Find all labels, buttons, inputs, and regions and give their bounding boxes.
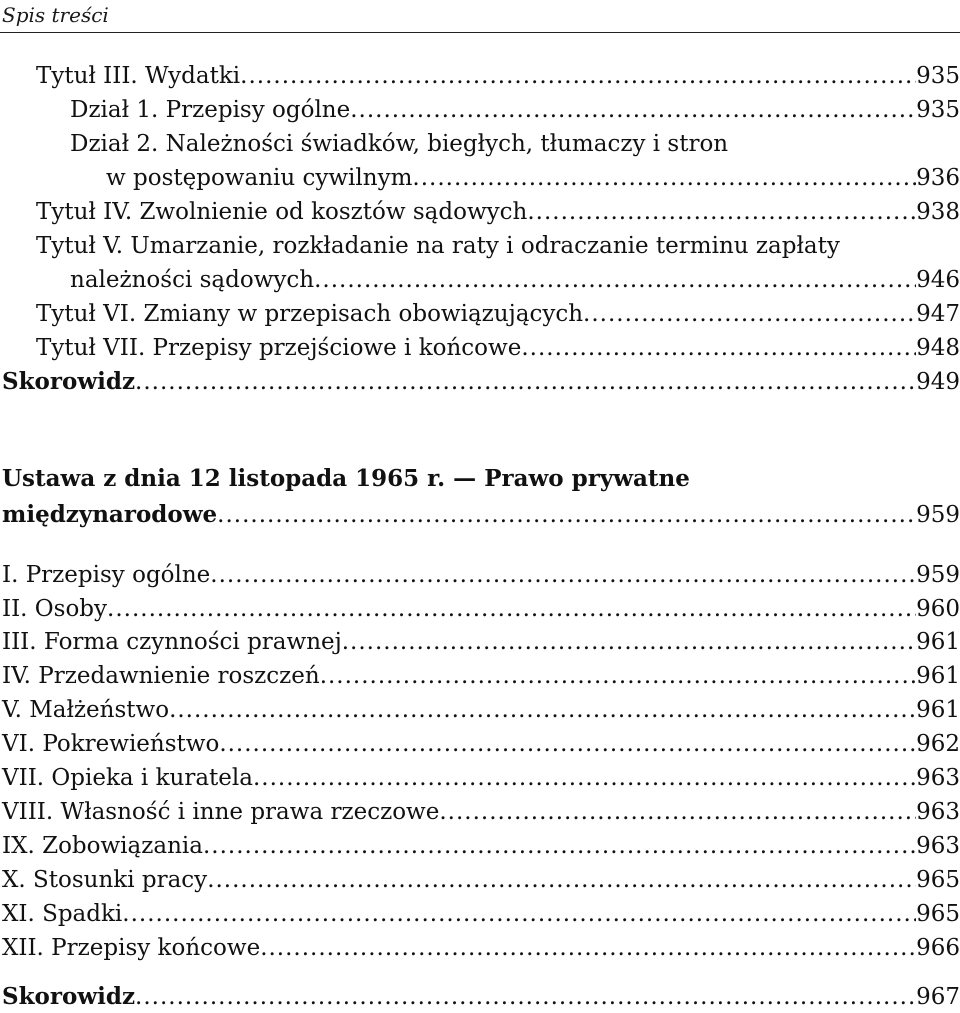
toc-entry-page: 960 <box>916 596 960 622</box>
toc-entry-page: 962 <box>916 731 960 757</box>
toc-entry-xi[interactable] <box>2 899 960 929</box>
toc-entry-page: 959 <box>916 562 960 588</box>
toc-section-heading-line-1: Ustawa z dnia 12 listopada 1965 r. — Prawo prywatne <box>2 465 690 492</box>
dot-leader <box>122 899 916 929</box>
toc-entry-dzial-2-line-1: Dział 2. Należności świadków, biegłych, tłumaczy i stron <box>70 131 729 157</box>
dot-leader <box>439 797 916 827</box>
toc-entry-label: w postępowaniu cywilnym <box>106 165 413 191</box>
dot-leader <box>583 299 916 329</box>
toc-entry-page: 961 <box>916 629 960 655</box>
toc-entry-dzial-2[interactable] <box>106 163 960 193</box>
dot-leader <box>260 933 916 963</box>
toc-entry-page: 948 <box>916 335 960 361</box>
dot-leader <box>350 95 916 125</box>
toc-entry-page: 966 <box>916 935 960 961</box>
dot-leader <box>217 500 916 530</box>
toc-entry-label: Skorowidz <box>2 983 136 1010</box>
toc-entry-page: 949 <box>916 369 960 395</box>
toc-entry-vi[interactable] <box>2 729 960 759</box>
toc-entry-label: VIII. Własność i inne prawa rzeczowe <box>2 799 440 825</box>
toc-entry-tytul-iv[interactable] <box>36 197 960 227</box>
toc-entry-label: Tytuł IV. Zwolnienie od kosztów sądowych <box>36 199 528 225</box>
toc-entry-dzial-1[interactable] <box>70 95 960 125</box>
dot-leader <box>342 627 916 657</box>
toc-entry-page: 961 <box>916 663 960 689</box>
toc-entry-skorowidz-2[interactable] <box>2 982 960 1012</box>
dot-leader <box>203 831 916 861</box>
dot-leader <box>521 333 916 363</box>
toc-entry-xii[interactable] <box>2 933 960 963</box>
toc-entry-page: 961 <box>916 697 960 723</box>
toc-entry-page: 936 <box>916 165 960 191</box>
toc-entry-label: międzynarodowe <box>2 501 218 528</box>
toc-entry-label: VI. Pokrewieństwo <box>2 731 220 757</box>
toc-entry-ustawa[interactable] <box>2 500 960 530</box>
toc-entry-page: 967 <box>916 984 960 1010</box>
toc-entry-page: 965 <box>916 867 960 893</box>
dot-leader <box>210 560 916 590</box>
toc-entry-label: III. Forma czynności prawnej <box>2 629 342 655</box>
dot-leader <box>320 661 916 691</box>
toc-entry-vii[interactable] <box>2 763 960 793</box>
toc-entry-label: Tytuł VI. Zmiany w przepisach obowiązujących <box>36 301 584 327</box>
dot-leader <box>527 197 916 227</box>
dot-leader <box>253 763 916 793</box>
toc-entry-label: V. Małżeństwo <box>2 697 170 723</box>
toc-entry-label: IV. Przedawnienie roszczeń <box>2 663 320 689</box>
toc-entry-label: VII. Opieka i kuratela <box>2 765 253 791</box>
toc-entry-label: Skorowidz <box>2 368 136 395</box>
toc-entry-x[interactable] <box>2 865 960 895</box>
toc-entry-v[interactable] <box>2 695 960 725</box>
toc-entry-page: 965 <box>916 901 960 927</box>
toc-entry-skorowidz-1[interactable] <box>2 367 960 397</box>
toc-entry-tytul-vi[interactable] <box>36 299 960 329</box>
toc-entry-tytul-iii[interactable] <box>36 61 960 91</box>
toc-entry-label: I. Przepisy ogólne <box>2 562 211 588</box>
toc-entry-ii[interactable] <box>2 594 960 624</box>
toc-entry-tytul-v[interactable] <box>70 265 960 295</box>
toc-entry-label: Tytuł III. Wydatki <box>36 63 241 89</box>
toc-entry-label: XII. Przepisy końcowe <box>2 935 261 961</box>
toc-entry-viii[interactable] <box>2 797 960 827</box>
running-head: Spis treści <box>2 3 109 27</box>
dot-leader <box>107 594 916 624</box>
dot-leader <box>314 265 916 295</box>
toc-entry-page: 938 <box>916 199 960 225</box>
header-rule <box>0 32 960 33</box>
dot-leader <box>169 695 916 725</box>
toc-entry-page: 959 <box>916 502 960 528</box>
toc-entry-page: 935 <box>916 63 960 89</box>
toc-entry-i[interactable] <box>2 560 960 590</box>
toc-entry-page: 963 <box>916 765 960 791</box>
toc-entry-iv[interactable] <box>2 661 960 691</box>
toc-entry-iii[interactable] <box>2 627 960 657</box>
toc-entry-label: Dział 1. Przepisy ogólne <box>70 97 351 123</box>
toc-entry-label: należności sądowych <box>70 267 315 293</box>
toc-entry-page: 947 <box>916 301 960 327</box>
dot-leader <box>240 61 916 91</box>
toc-entry-page: 963 <box>916 833 960 859</box>
toc-entry-label: XI. Spadki <box>2 901 123 927</box>
toc-entry-label: II. Osoby <box>2 596 108 622</box>
toc-entry-tytul-vii[interactable] <box>36 333 960 363</box>
toc-entry-label: IX. Zobowiązania <box>2 833 203 859</box>
toc-entry-tytul-v-line-1: Tytuł V. Umarzanie, rozkładanie na raty i odraczanie terminu zapłaty <box>36 233 840 259</box>
toc-entry-page: 963 <box>916 799 960 825</box>
dot-leader <box>135 982 916 1012</box>
toc-entry-ix[interactable] <box>2 831 960 861</box>
toc-entry-page: 935 <box>916 97 960 123</box>
dot-leader <box>207 865 916 895</box>
toc-entry-label: Tytuł VII. Przepisy przejściowe i końcowe <box>36 335 522 361</box>
dot-leader <box>412 163 916 193</box>
toc-entry-label: X. Stosunki pracy <box>2 867 208 893</box>
toc-entry-page: 946 <box>916 267 960 293</box>
dot-leader <box>135 367 916 397</box>
dot-leader <box>219 729 916 759</box>
